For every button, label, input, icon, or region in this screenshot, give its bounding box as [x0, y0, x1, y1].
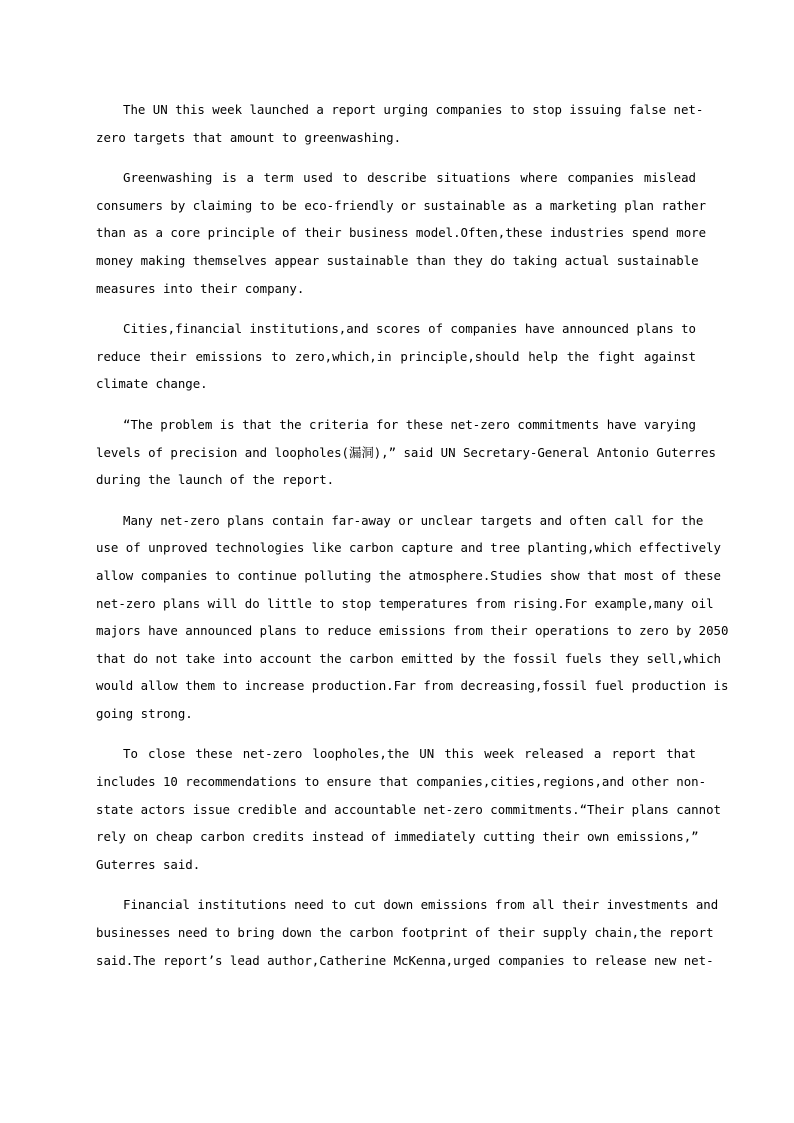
text-line: use of unproved technologies like carbon capture and tree planting,which effectively [96, 540, 721, 556]
text-line: Many net-zero plans contain far-away or unclear targets and often call for the [123, 512, 704, 528]
text-line: includes 10 recommendations to ensure that companies,cities,regions,and other non- [96, 774, 707, 790]
text-line: Greenwashing is a term used to describe situations where companies mislead [123, 170, 696, 186]
text-line: going strong. [96, 705, 193, 721]
text-line: levels of precision and loopholes(漏洞),” said UN Secretary-General Antonio Guterres [96, 444, 716, 460]
text-line: net-zero plans will do little to stop temperatures from rising.For example,many oil [96, 595, 714, 611]
text-line: said.The report’s lead author,Catherine McKenna,urged companies to release new net- [96, 952, 714, 968]
text-line: majors have announced plans to reduce emissions from their operations to zero by 2050 [96, 623, 729, 639]
text-line: Guterres said. [96, 856, 201, 872]
text-line: than as a core principle of their business model.Often,these industries spend more [96, 225, 707, 241]
text-line: reduce their emissions to zero,which,in principle,should help the fight against [96, 348, 696, 364]
text-line: would allow them to increase production.Far from decreasing,fossil fuel production is [96, 678, 729, 694]
text-line: zero targets that amount to greenwashing. [96, 129, 402, 145]
paragraph-net-zero-plans [96, 512, 729, 733]
text-line: rely on cheap carbon credits instead of immediately cutting their own emissions,” [96, 829, 699, 845]
text-line: “The problem is that the criteria for these net-zero commitments have varying [123, 416, 696, 432]
text-line: businesses need to bring down the carbon footprint of their supply chain,the report [96, 925, 714, 941]
text-line: To close these net-zero loopholes,the UN this week released a report that [123, 746, 696, 762]
paragraph-un-report [96, 101, 704, 156]
text-line: state actors issue credible and accountable net-zero commitments.“Their plans cannot [96, 801, 721, 817]
text-line: climate change. [96, 376, 208, 392]
paragraph-cities-plans [96, 320, 696, 403]
document-page [96, 101, 729, 992]
paragraph-greenwashing-definition [96, 169, 707, 307]
paragraph-un-recommendations [96, 745, 721, 883]
text-line: measures into their company. [96, 280, 305, 296]
text-line: Financial institutions need to cut down emissions from all their investments and [123, 897, 719, 913]
text-line: allow companies to continue polluting the atmosphere.Studies show that most of these [96, 567, 721, 583]
text-line: consumers by claiming to be eco-friendly or sustainable as a marketing plan rather [96, 197, 707, 213]
text-line: Cities,financial institutions,and scores of companies have announced plans to [123, 321, 696, 337]
text-line: that do not take into account the carbon emitted by the fossil fuels they sell,which [96, 650, 721, 666]
paragraph-financial-institutions [96, 896, 719, 979]
text-line: The UN this week launched a report urging companies to stop issuing false net- [123, 102, 704, 117]
text-line: during the launch of the report. [96, 472, 335, 488]
paragraph-guterres-quote [96, 416, 716, 499]
text-line: money making themselves appear sustainable than they do taking actual sustainable [96, 252, 699, 268]
